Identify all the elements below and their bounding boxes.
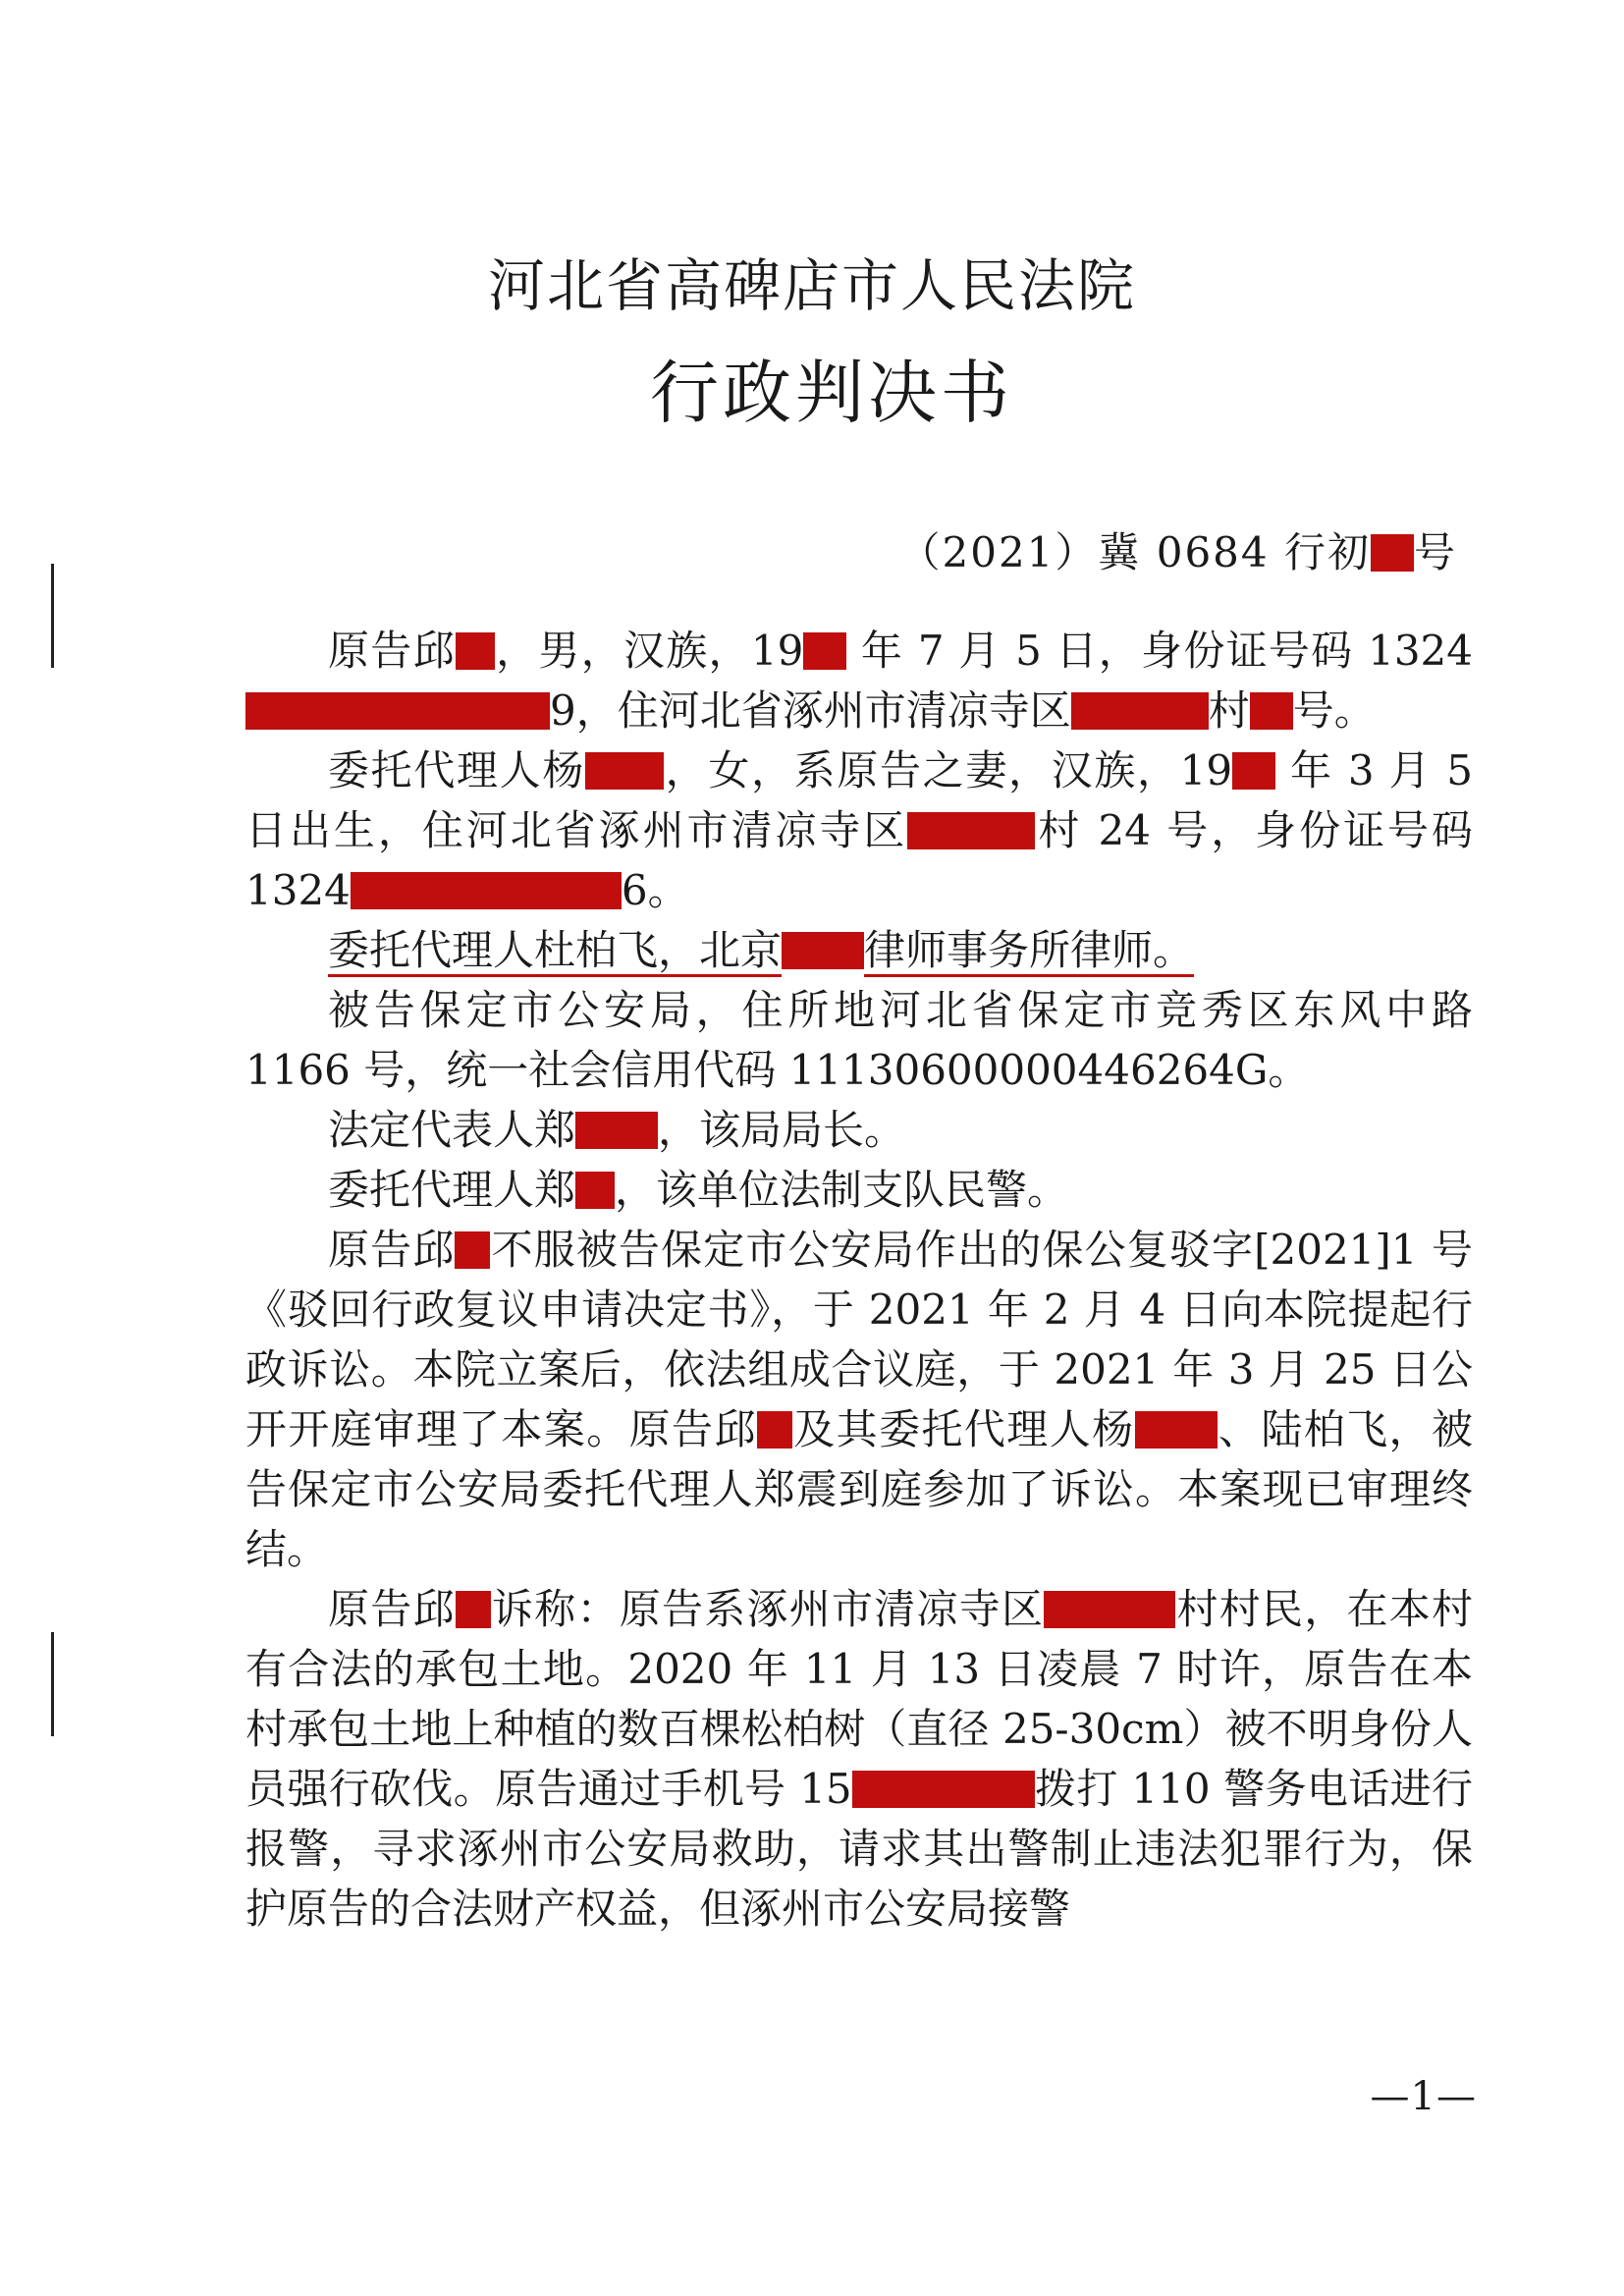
text-span: 村 24 号，身份证号码 1324	[245, 806, 1473, 914]
text-span: ，男，汉族，19	[494, 627, 804, 675]
text-span: ，该单位法制支队民警。	[615, 1166, 1069, 1214]
case-number-prefix: （2021）冀 0684 行初	[898, 528, 1371, 576]
text-span: 、陆柏飞，被告保定市公安局委托代理人郑震到庭参加了诉讼。本案现已审理终结。	[245, 1405, 1473, 1573]
redaction-box	[245, 692, 550, 730]
text-span: 拨打 110 警务电话进行报警，寻求涿州市公安局救助，请求其出警制止违法犯罪行为，保护原告的合法财产权益，但涿州市公安局接警	[245, 1765, 1473, 1933]
text-span: 年 7 月 5 日，身份证号码 1324	[846, 627, 1473, 675]
text-span: 9，住河北省涿州市清凉寺区	[550, 686, 1071, 735]
binding-mark-bottom	[51, 1632, 54, 1736]
court-name: 河北省高碑店市人民法院	[487, 252, 1136, 319]
redaction-box	[1250, 692, 1293, 730]
agent-paragraph-3	[245, 1160, 1473, 1220]
text-span: 委托代理人杨	[328, 746, 586, 794]
redaction-box	[757, 1411, 792, 1449]
redaction-box	[1135, 1411, 1218, 1449]
redaction-box	[1044, 1591, 1175, 1628]
text-span: 原告邱	[328, 1226, 456, 1274]
text-span: ，女，系原告之妻，汉族，19	[664, 746, 1233, 794]
underlined-text	[328, 926, 1194, 974]
redaction-box	[575, 1172, 615, 1209]
text-span: 原告邱	[328, 627, 456, 675]
binding-mark-top	[51, 564, 54, 668]
text-span: 律师事务所律师。	[864, 926, 1195, 974]
text-span: 不服被告保定市公安局作出的保公复驳字[2021]1 号《驳回行政复议申请决定书》，于 2021 年 2 月 4 日向本院提起行政诉讼。本院立案后，依法组成合议庭，于 2021 年 3 月 25 日公开开庭审理了本案。原告邱	[245, 1226, 1473, 1453]
redaction-box	[852, 1771, 1035, 1808]
text-span: ，该局局长。	[658, 1106, 906, 1154]
text-span: 原告邱	[328, 1585, 456, 1633]
text-span: 6。	[621, 866, 689, 914]
case-number	[899, 520, 1458, 579]
judgment-body	[245, 621, 1473, 1939]
redaction-box	[782, 932, 864, 969]
page-number: —1—	[1370, 2074, 1477, 2119]
redaction-box	[1371, 534, 1414, 572]
claim-paragraph	[245, 1579, 1473, 1939]
text-span: 号。	[1292, 686, 1376, 735]
redaction-box	[1071, 692, 1209, 730]
text-span: 村	[1208, 686, 1250, 735]
plaintiff-paragraph	[245, 621, 1473, 740]
redaction-box	[803, 632, 846, 670]
case-intro-paragraph	[245, 1220, 1473, 1579]
text-span: 法定代表人郑	[328, 1106, 576, 1154]
text-span: 诉称：原告系涿州市清凉寺区	[490, 1585, 1045, 1633]
redaction-box	[1232, 752, 1275, 790]
text-span: 年 3 月 5 日出生，住河北省涿州市清凉寺区	[245, 746, 1473, 854]
legal-rep-paragraph	[245, 1100, 1473, 1160]
document-title: 行政判决书	[650, 353, 1013, 433]
redaction-box	[585, 752, 664, 790]
text-span: 及其委托代理人杨	[791, 1405, 1135, 1453]
defendant-paragraph: 被告保定市公安局，住所地河北省保定市竞秀区东风中路 1166 号，统一社会信用代码 11130600000446264G。	[245, 986, 1473, 1094]
text-span: 村村民，在本村有合法的承包土地。2020 年 11 月 13 日凌晨 7 时许，原告在本村承包土地上种植的数百棵松柏树（直径 25-30cm）被不明身份人员强行砍伐。原告通过手机号 15	[245, 1585, 1473, 1813]
redaction-box	[456, 632, 495, 670]
text-span: 委托代理人郑	[328, 1166, 576, 1214]
text-span: 委托代理人杜柏飞，北京	[328, 926, 783, 974]
agent-paragraph-1	[245, 740, 1473, 920]
redaction-box	[456, 1591, 491, 1628]
redaction-box	[575, 1112, 658, 1149]
redaction-box	[455, 1231, 490, 1269]
case-number-suffix: 号	[1413, 528, 1457, 576]
agent-paragraph-2	[245, 920, 1473, 980]
redaction-box	[907, 812, 1035, 849]
redaction-box	[351, 872, 622, 909]
